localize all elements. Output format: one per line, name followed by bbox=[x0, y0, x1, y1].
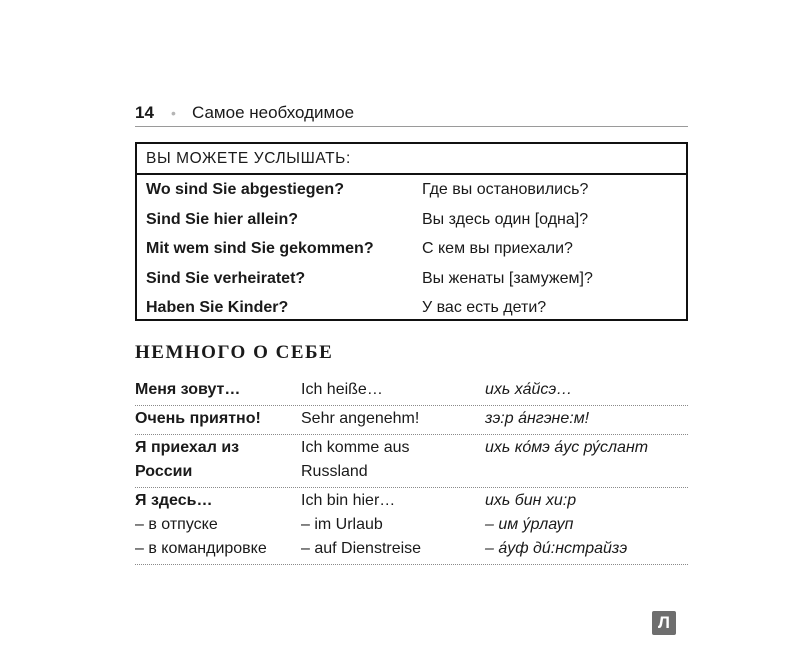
box-row bbox=[137, 293, 686, 323]
german-line: Ich bin hier… bbox=[301, 492, 396, 509]
phrase-row bbox=[135, 489, 688, 565]
page-title: Самое необходимое bbox=[192, 103, 355, 122]
bullet-separator: • bbox=[171, 105, 176, 121]
page-header bbox=[135, 100, 688, 127]
box-row bbox=[137, 205, 686, 235]
german-line: Ich komme aus bbox=[301, 439, 410, 456]
german-line: Russland bbox=[301, 463, 368, 480]
russian-phrase bbox=[135, 489, 267, 561]
russian-translation: Вы здесь один [одна]? bbox=[422, 210, 589, 228]
german-phrase bbox=[301, 489, 421, 561]
russian-phrase: Очень приятно! bbox=[135, 410, 261, 427]
you-may-hear-box bbox=[135, 142, 688, 321]
russian-translation: У вас есть дети? bbox=[422, 299, 547, 316]
pronunciation: ихь ко́мэ а́ус ру́слант bbox=[485, 439, 649, 456]
german-phrase: Sind Sie hier allein? bbox=[146, 210, 299, 228]
box-heading: ВЫ МОЖЕТЕ УСЛЫШАТЬ: bbox=[137, 144, 686, 175]
russian-translation: Вы женаты [замужем]? bbox=[422, 269, 593, 287]
pronunciation-line: – а́уф ди́:нстрайзэ bbox=[485, 540, 628, 557]
box-row bbox=[137, 234, 686, 264]
german-line: – auf Dienstreise bbox=[301, 540, 422, 557]
russian-translation: Где вы остановились? bbox=[422, 181, 589, 198]
russian-line: – в отпуске bbox=[135, 516, 218, 533]
pronunciation bbox=[485, 489, 627, 561]
german-phrase: Wo sind Sie abgestiegen? bbox=[146, 181, 344, 198]
pronunciation: зэ:р а́нгэне:м! bbox=[485, 410, 590, 427]
pronunciation: ихь ха́йсэ… bbox=[485, 381, 573, 398]
phrase-row bbox=[135, 436, 688, 488]
section-title: НЕМНОГО О СЕБЕ bbox=[135, 342, 334, 363]
german-line: – im Urlaub bbox=[301, 516, 383, 533]
german-phrase: Sehr angenehm! bbox=[301, 410, 420, 427]
german-phrase bbox=[301, 436, 409, 484]
publisher-logo-icon: Л bbox=[652, 611, 676, 635]
pronunciation-line: ихь бин хи:р bbox=[485, 492, 577, 509]
box-row bbox=[137, 264, 686, 294]
russian-phrase bbox=[135, 436, 239, 484]
russian-line: России bbox=[135, 463, 193, 480]
russian-line: Я здесь… bbox=[135, 492, 213, 509]
page-number: 14 bbox=[135, 103, 154, 122]
phrase-row bbox=[135, 407, 688, 435]
russian-line: – в командировке bbox=[135, 540, 267, 557]
pronunciation-line: – им у́рлауп bbox=[485, 516, 574, 533]
german-phrase: Ich heiße… bbox=[301, 381, 383, 398]
german-phrase: Mit wem sind Sie gekommen? bbox=[146, 240, 374, 257]
box-row bbox=[137, 175, 686, 205]
german-phrase: Haben Sie Kinder? bbox=[146, 299, 289, 316]
german-phrase: Sind Sie verheiratet? bbox=[146, 269, 306, 287]
russian-phrase: Меня зовут… bbox=[135, 381, 241, 398]
phrase-row bbox=[135, 378, 688, 406]
russian-translation: С кем вы приехали? bbox=[422, 240, 573, 257]
russian-line: Я приехал из bbox=[135, 439, 240, 456]
